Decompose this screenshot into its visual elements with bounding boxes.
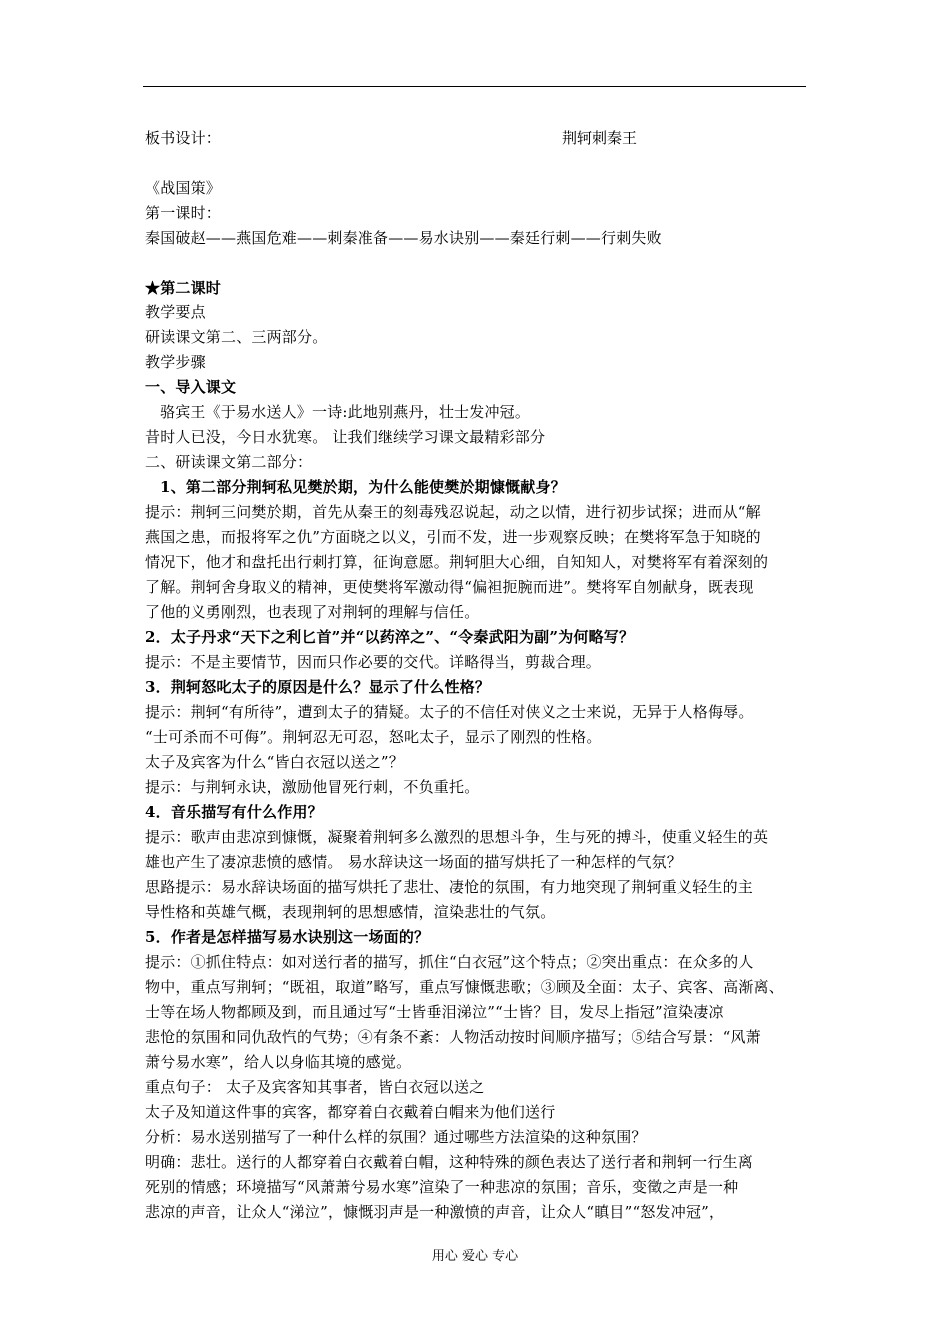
question-4: 4．音乐描写有什么作用？ [145, 803, 323, 821]
board-design-label: 板书设计： [145, 129, 222, 147]
board-design-title: 荆轲刺秦王 [562, 129, 638, 147]
answer-3-line: 提示：荆轲“有所待”，遭到太子的猜疑。太子的不信任对侠义之士来说，无异于人格侮辱。 [145, 703, 754, 721]
analysis-answer-line: 明确：悲壮。送行的人都穿着白衣戴着白帽，这种特殊的颜色表达了送行者和荆轲一行生离 [145, 1153, 754, 1171]
lesson2-title: ★第二课时 [145, 279, 222, 297]
answer-5-line: 士等在场人物都顾及到，而且通过写“士皆垂泪涕泣”“士皆？目，发尽上指冠”渲染凄凉 [145, 1003, 724, 1021]
answer-3-line: 提示：与荆轲永诀，激励他冒死行刺，不负重托。 [145, 778, 480, 796]
answer-4-line: 雄也产生了凄凉悲愤的感情。 易水辞诀这一场面的描写烘托了一种怎样的气氛？ [145, 853, 682, 871]
source-label: 《战国策》 [145, 179, 222, 197]
answer-3-line: “士可杀而不可侮”。荆轲忍无可忍，怒叱太子，显示了刚烈的性格。 [145, 728, 602, 746]
lesson1-label: 第一课时： [145, 204, 222, 222]
answer-1-line: 情况下，他才和盘托出行刺打算，征询意愿。荆轲胆大心细，自知知人，对樊将军有着深刻的 [145, 553, 769, 571]
answer-1-line: 了他的义勇刚烈，也表现了对荆轲的理解与信任。 [145, 603, 480, 621]
answer-5-line: 萧兮易水寒”，给人以身临其境的感觉。 [145, 1053, 412, 1071]
answer-1-line: 了解。荆轲舍身取义的精神，更使樊将军激动得“偏袒扼腕而进”。樊将军自刎献身，既表现 [145, 578, 754, 596]
answer-3-line: 太子及宾客为什么“皆白衣冠以送之”？ [145, 753, 404, 771]
key-points-text: 研读课文第二、三两部分。 [145, 328, 328, 346]
key-sentence: 重点句子： 太子及宾客知其事者，皆白衣冠以送之 [145, 1078, 485, 1096]
header-rule [143, 86, 806, 87]
answer-4-line: 思路提示：易水辞诀场面的描写烘托了悲壮、凄怆的氛围，有力地突现了荆轲重义轻生的主 [145, 878, 754, 896]
question-1: 1、第二部分荆轲私见樊於期，为什么能使樊於期慷慨献身？ [160, 478, 566, 496]
analysis-question: 分析：易水送别描写了一种什么样的氛围？通过哪些方法渲染的这种氛围？ [145, 1128, 647, 1146]
answer-5-line: 提示：①抓住特点：如对送行者的描写，抓住“白衣冠”这个特点；②突出重点：在众多的人 [145, 953, 754, 971]
analysis-answer-line: 死别的情感；环境描写“风萧萧兮易水寒”渲染了一种悲凉的氛围；音乐，变徵之声是一种 [145, 1178, 739, 1196]
section1-line: 骆宾王《于易水送人》一诗:此地别燕丹，壮士发冲冠。 [160, 403, 531, 421]
question-5: 5．作者是怎样描写易水诀别这一场面的？ [145, 928, 430, 946]
question-3: 3．荆轲怒叱太子的原因是什么？显示了什么性格？ [145, 678, 491, 696]
answer-1-line: 燕国之患，而报将军之仇”方面晓之以义，引而不发，进一步观察反映；在樊将军急于知晓的 [145, 528, 761, 546]
page-footer: 用心 爱心 专心 [431, 1249, 519, 1264]
steps-label: 教学步骤 [145, 353, 206, 371]
section1-title: 一、导入课文 [145, 378, 237, 396]
answer-4-line: 导性格和英雄气概，表现荆轲的思想感情，渲染悲壮的气氛。 [145, 903, 556, 921]
answer-5-line: 物中，重点写荆轲；“既祖，取道”略写，重点写慷慨悲歌；③顾及全面：太子、宾客、高渐离、 [145, 978, 784, 996]
answer-4-line: 提示：歌声由悲凉到慷慨，凝聚着荆轲多么激烈的思想斗争，生与死的搏斗，使重义轻生的英 [145, 828, 769, 846]
section2-title: 二、研读课文第二部分： [145, 453, 313, 471]
key-points-label: 教学要点 [145, 303, 206, 321]
question-2: 2．太子丹求“天下之利匕首”并“以药淬之”、“令秦武阳为副”为何略写？ [145, 628, 635, 646]
key-sentence-translation: 太子及知道这件事的宾客，都穿着白衣戴着白帽来为他们送行 [145, 1103, 556, 1121]
lesson1-outline: 秦国破赵——燕国危难——刺秦准备——易水诀别——秦廷行刺——行刺失败 [145, 229, 662, 247]
analysis-answer-line: 悲凉的声音，让众人“涕泣”，慷慨羽声是一种激愤的声音，让众人“瞋目”“怒发冲冠”， [145, 1203, 725, 1221]
answer-2: 提示：不是主要情节，因而只作必要的交代。详略得当，剪裁合理。 [145, 653, 602, 671]
answer-5-line: 悲怆的氛围和同仇敌忾的气势；④有条不紊：人物活动按时间顺序描写；⑤结合写景：“风萧 [145, 1028, 761, 1046]
section1-line: 昔时人已没，今日水犹寒。 让我们继续学习课文最精彩部分 [145, 428, 546, 446]
answer-1-line: 提示：荆轲三问樊於期，首先从秦王的刻毒残忍说起，动之以情，进行初步试探；进而从“解 [145, 503, 761, 521]
